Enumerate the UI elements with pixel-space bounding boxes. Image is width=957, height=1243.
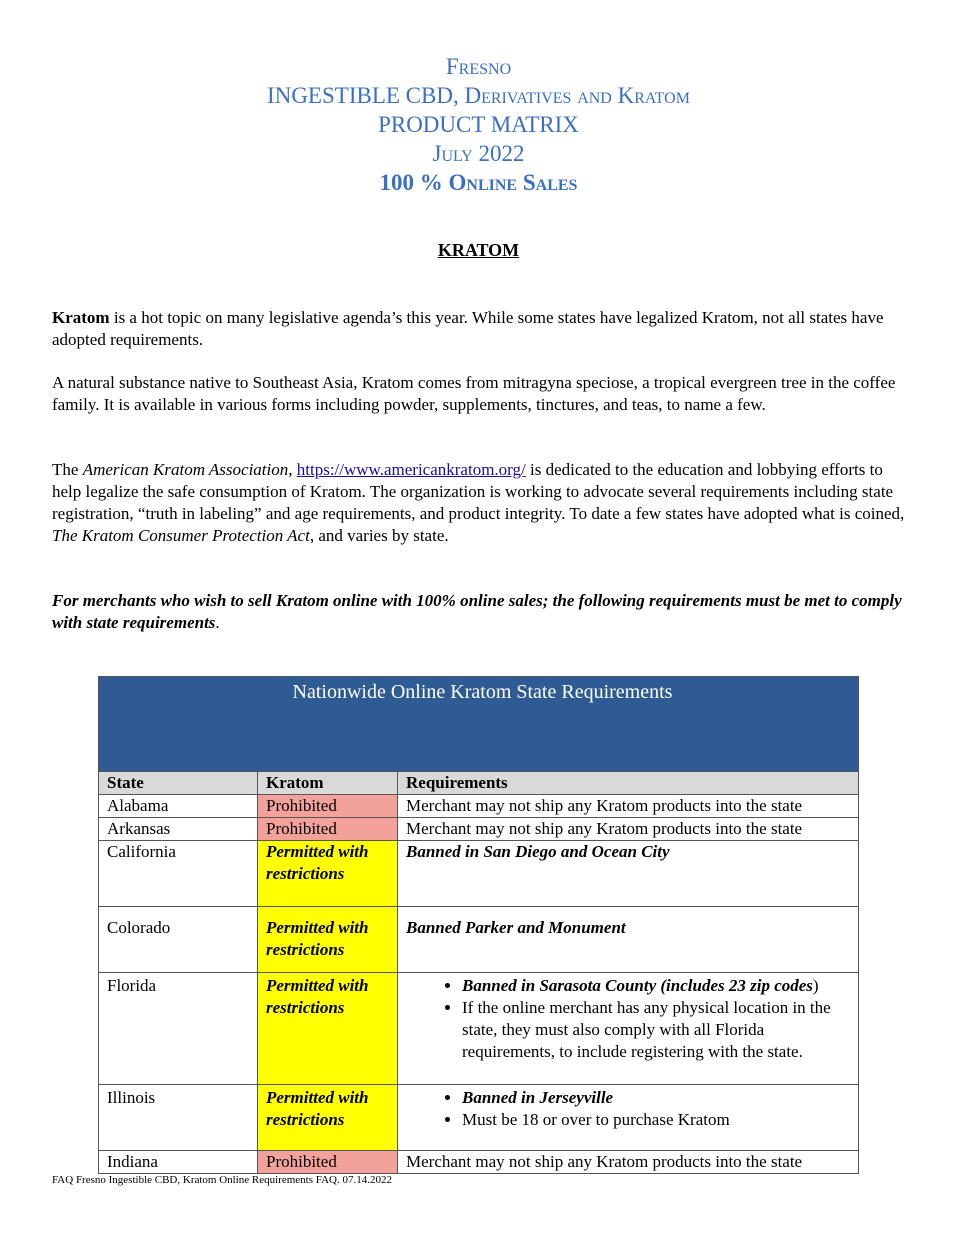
text-segment: . <box>215 613 220 632</box>
status-cell: Permitted with restrictions <box>258 907 398 973</box>
text-segment: , and varies by state. <box>309 526 449 545</box>
requirement-list <box>406 975 858 1063</box>
requirement-cell: Banned Parker and Monument <box>398 907 859 973</box>
header-matrix: PRODUCT MATRIX <box>378 112 579 137</box>
act-name: The Kratom Consumer Protection Act <box>52 526 310 545</box>
text-segment: is dedicated to the education and lobbying efforts to help legalize the safe consumption of Kratom. The organization is working to advocate several requirements including state registration, “truth in labeling” and age requirements, and product integrity. To date a few states have adopted what is coined, <box>52 460 905 523</box>
requirement-cell: Merchant may not ship any Kratom products into the state <box>398 818 859 841</box>
kratom-bold: Kratom <box>52 308 110 327</box>
header-state: State <box>99 772 258 795</box>
state-cell: Florida <box>99 973 258 1085</box>
bullet-text: If the online merchant has any physical location in the state, they must also comply with all Florida requirements, to include registering with the state. <box>462 998 831 1061</box>
text-segment: , <box>288 460 297 479</box>
status-cell: Permitted with restrictions <box>258 973 398 1085</box>
requirement-list <box>406 1087 858 1131</box>
header-sales-type: 100 % Online Sales <box>379 170 578 195</box>
header-city: Fresno <box>445 54 512 79</box>
list-item <box>462 1109 858 1131</box>
bullet-text: Must be 18 or over to purchase Kratom <box>462 1110 730 1129</box>
status-cell: Prohibited <box>258 1151 398 1174</box>
table-row <box>99 1151 859 1174</box>
state-cell: Alabama <box>99 795 258 818</box>
state-cell: Colorado <box>99 907 258 973</box>
paragraph-association <box>52 459 910 547</box>
header-date: July 2022 <box>432 141 525 166</box>
intro-text: is a hot topic on many legislative agenda’s this year. While some states have legalized Kratom, not all states have adopted requirements. <box>52 308 884 349</box>
list-item <box>462 1087 858 1109</box>
table-row <box>99 795 859 818</box>
list-item <box>462 975 858 997</box>
state-cell: Indiana <box>99 1151 258 1174</box>
paragraph-origin: A natural substance native to Southeast Asia, Kratom comes from mitragyna speciose, a tropical evergreen tree in the coffee family. It is available in various forms including powder, supplements, tinctures, and teas, to name a few. <box>52 373 896 414</box>
table-row <box>99 1085 859 1151</box>
requirement-cell: Banned in San Diego and Ocean City <box>398 841 859 907</box>
state-cell: Arkansas <box>99 818 258 841</box>
status-cell: Prohibited <box>258 795 398 818</box>
table-title: Nationwide Online Kratom State Requirements <box>99 677 859 772</box>
table-row <box>99 907 859 973</box>
status-cell: Prohibited <box>258 818 398 841</box>
header-kratom: Kratom <box>258 772 398 795</box>
section-title: KRATOM <box>437 240 520 260</box>
requirement-cell <box>398 973 859 1085</box>
status-cell: Permitted with restrictions <box>258 1085 398 1151</box>
requirements-table <box>98 676 859 1174</box>
header-requirements: Requirements <box>398 772 859 795</box>
table-row <box>99 818 859 841</box>
document-header <box>0 52 957 197</box>
page-footer: FAQ Fresno Ingestible CBD, Kratom Online Requirements FAQ. 07.14.2022 <box>52 1174 392 1186</box>
association-name: American Kratom Association <box>82 460 289 479</box>
state-cell: Illinois <box>99 1085 258 1151</box>
status-cell: Permitted with restrictions <box>258 841 398 907</box>
table-row <box>99 973 859 1085</box>
table-row <box>99 841 859 907</box>
requirement-cell: Merchant may not ship any Kratom products into the state <box>398 795 859 818</box>
requirement-cell <box>398 1085 859 1151</box>
text-segment: The <box>52 460 83 479</box>
state-cell: California <box>99 841 258 907</box>
association-link[interactable]: https://www.americankratom.org/ <box>296 460 526 479</box>
merchant-note-text: For merchants who wish to sell Kratom online with 100% online sales; the following requirements must be met to comply with state requirements <box>52 591 902 632</box>
bullet-bold-text: Banned in Sarasota County (includes 23 zip codes <box>462 976 813 995</box>
list-item <box>462 997 858 1063</box>
table-header-row <box>99 772 859 795</box>
paragraph-merchant-note <box>52 590 910 634</box>
requirement-cell: Merchant may not ship any Kratom products into the state <box>398 1151 859 1174</box>
paragraph-intro <box>52 307 910 351</box>
bullet-text: ) <box>812 976 819 995</box>
bullet-bold-text: Banned in Jerseyville <box>462 1088 614 1107</box>
header-subject: INGESTIBLE CBD, Derivatives and Kratom <box>267 83 690 108</box>
